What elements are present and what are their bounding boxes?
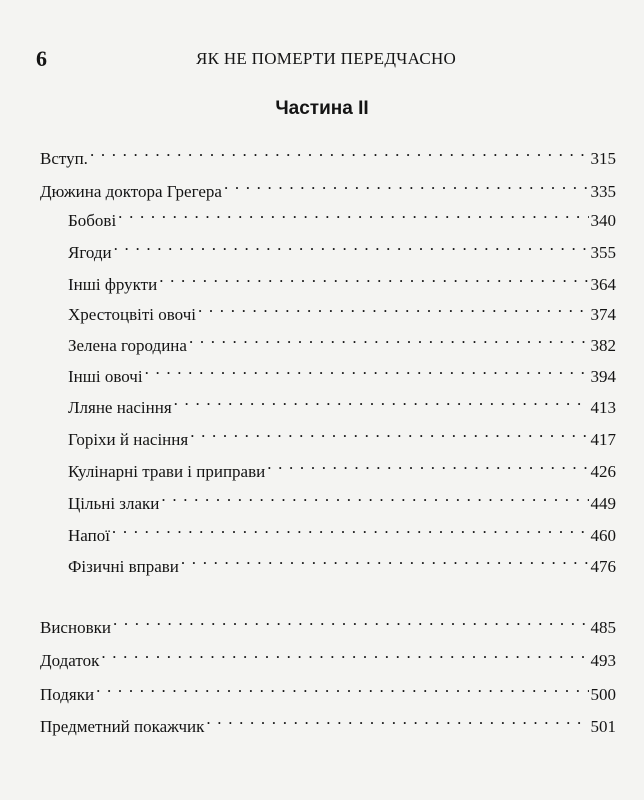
toc-entry-label: Інші овочі (68, 367, 143, 386)
toc-entry-page: 426 (589, 459, 617, 485)
toc-entry-page: 417 (589, 427, 617, 453)
toc-entry-label: Подяки (40, 685, 95, 704)
toc-entry-conclusions[interactable] (40, 607, 616, 637)
dot-leader (198, 294, 589, 320)
dot-leader (181, 546, 589, 572)
toc-entry-label: Цільні злаки (68, 494, 160, 513)
dot-leader (161, 483, 588, 509)
toc-entry-page: 340 (589, 208, 617, 234)
toc-entry-page: 476 (589, 554, 617, 580)
dot-leader (224, 171, 589, 197)
toc-subentry[interactable] (68, 515, 616, 545)
toc-entry-label: Фізичні вправи (68, 557, 179, 576)
dot-leader (174, 387, 589, 413)
toc-entry-page: 485 (589, 615, 617, 641)
dot-leader (159, 264, 588, 290)
toc-entry-label: Кулінарні трави і приправи (68, 462, 266, 481)
toc-entry-label: Додаток (40, 651, 100, 670)
dot-leader (101, 640, 588, 666)
toc-subentry[interactable] (68, 483, 616, 513)
toc-entry-appendix[interactable] (40, 640, 616, 670)
running-head (36, 46, 620, 72)
toc-entry-label: Хрестоцвіті овочі (68, 305, 196, 324)
dot-leader (206, 706, 588, 732)
toc-entry-label: Вступ. (40, 149, 88, 168)
part-title: Частина II (275, 98, 369, 119)
toc-entry-page: 449 (589, 491, 617, 517)
dot-leader (190, 419, 588, 445)
toc-entry-page: 364 (589, 272, 617, 298)
toc-entry-page: 501 (589, 714, 617, 740)
toc-subentry[interactable] (68, 200, 616, 230)
dot-leader (113, 607, 589, 633)
toc-entry-page: 355 (589, 240, 617, 266)
toc-entry-label: Зелена городина (68, 336, 187, 355)
toc-entry-label: Інші фрукти (68, 275, 158, 294)
toc-entry-page: 382 (589, 333, 617, 359)
toc-subentry[interactable] (68, 325, 616, 355)
toc-subentry[interactable] (68, 451, 616, 481)
toc-entry-page: 315 (589, 146, 617, 172)
dot-leader (267, 451, 588, 477)
dot-leader (118, 200, 588, 226)
dot-leader (90, 138, 589, 164)
toc-entry-intro[interactable] (40, 138, 616, 168)
toc-entry-acknowledgements[interactable] (40, 674, 616, 704)
toc-entry-label: Напої (68, 526, 110, 545)
book-title: ЯК НЕ ПОМЕРТИ ПЕРЕДЧАСНО (196, 49, 457, 68)
toc-subentry[interactable] (68, 419, 616, 449)
toc-subentry[interactable] (68, 294, 616, 324)
toc-entry-label: Лляне насіння (68, 398, 172, 417)
toc-entry-page: 460 (589, 523, 617, 549)
dot-leader (189, 325, 589, 351)
toc-entry-page: 413 (589, 395, 617, 421)
toc-entry-index[interactable] (40, 706, 616, 736)
toc-subentry[interactable] (68, 264, 616, 294)
dot-leader (145, 356, 589, 382)
dot-leader (112, 515, 589, 541)
toc-entry-label: Бобові (68, 211, 117, 230)
toc-entry-page: 394 (589, 364, 617, 390)
toc-subentry[interactable] (68, 546, 616, 576)
toc-subentry[interactable] (68, 387, 616, 417)
toc-entry-label: Предметний покажчик (40, 717, 205, 736)
toc-entry-label: Горіхи й насіння (68, 430, 189, 449)
dot-leader (96, 674, 588, 700)
toc-subentry[interactable] (68, 232, 616, 262)
dot-leader (114, 232, 589, 258)
toc-entry-page: 493 (589, 648, 617, 674)
toc-subentry[interactable] (68, 356, 616, 386)
toc-entry-page: 374 (589, 302, 617, 328)
toc-entry-label: Дюжина доктора Грегера (40, 182, 222, 201)
toc-entry-page: 335 (589, 179, 617, 205)
page-number: 6 (36, 46, 47, 71)
toc-entry-label: Ягоди (68, 243, 112, 262)
toc-entry-label: Висновки (40, 618, 111, 637)
toc-entry-dozen[interactable] (40, 171, 616, 201)
toc-entry-page: 500 (589, 682, 617, 708)
